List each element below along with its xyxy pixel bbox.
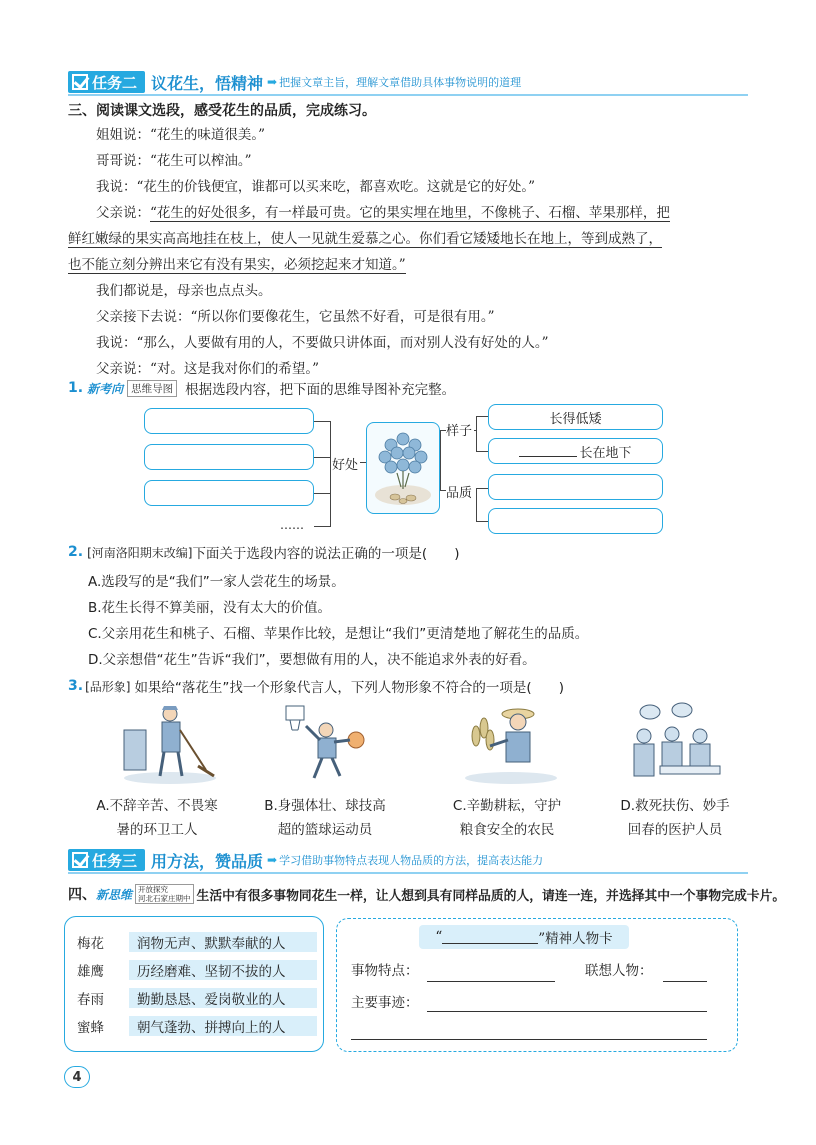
task2-tag-label: 任务二 xyxy=(92,73,138,92)
connector-line xyxy=(476,521,488,522)
page-number: 4 xyxy=(64,1066,90,1088)
answer-box-left-2[interactable] xyxy=(144,444,314,470)
arrow-right-icon: ➡ xyxy=(267,75,278,89)
match-item[interactable]: 雄鹰 xyxy=(77,964,104,980)
match-quality[interactable]: 历经磨难、坚韧不拔的人 xyxy=(129,960,317,980)
peanut-plant-image xyxy=(366,422,440,514)
passage-line: 父亲说：“对。这是我对你们的希望。” xyxy=(96,361,320,377)
mindmap-label-appearance: 样子 xyxy=(446,424,473,439)
quality-box-1[interactable] xyxy=(488,474,663,500)
card-title-text: ”精神人物卡 xyxy=(538,931,613,947)
q2-option-a[interactable]: A.选段写的是“我们”一家人尝花生的场景。 xyxy=(88,574,345,590)
q2-heading xyxy=(68,542,459,562)
appearance-text-2: 长在地下 xyxy=(579,445,632,461)
card-person-label: 联想人物： xyxy=(585,963,653,979)
card-deeds-label: 主要事迹： xyxy=(351,995,419,1011)
underlined-text: 鲜红嫩绿的果实高高地挂在枝上，使人一见就生爱慕之心。你们看它矮矮地长在地上，等到成熟了， xyxy=(68,231,662,247)
arrow-right-icon: ➡ xyxy=(267,853,278,867)
underlined-text: 也不能立刻分辨出来它有没有果实，必须挖起来才知道。” xyxy=(68,257,406,273)
passage-father-line3 xyxy=(68,252,406,278)
caption-line: 回春的医护人员 xyxy=(627,822,723,838)
deeds-blank[interactable] xyxy=(427,1011,707,1012)
connector-line xyxy=(476,451,488,452)
father-prefix: 父亲说： xyxy=(96,205,150,221)
match-quality[interactable]: 勤勤恳恳、爱岗敬业的人 xyxy=(129,988,317,1008)
divider xyxy=(68,94,748,96)
task3-tag-label: 任务三 xyxy=(92,851,138,870)
appearance-box-1 xyxy=(488,404,663,430)
answer-box-left-3[interactable] xyxy=(144,480,314,506)
match-item[interactable]: 蜜蜂 xyxy=(77,1020,104,1036)
card-feature-label: 事物特点： xyxy=(351,963,419,979)
checkbox-icon xyxy=(72,74,88,90)
checkbox-icon xyxy=(72,852,88,868)
match-row xyxy=(73,959,317,981)
task2-title: 议花生，悟精神 xyxy=(151,73,264,93)
new-badge: 新思维 xyxy=(96,887,133,902)
task3-subtitle: 学习借助事物特点表现人物品质的方法，提高表达能力 xyxy=(279,854,544,867)
passage-line: 我说：“花生的价钱便宜，谁都可以买来吃，都喜欢吃。这就是它的好处。” xyxy=(96,179,536,195)
q2-option-d[interactable]: D.父亲想借“花生”告诉“我们”，要想做有用的人，决不能追求外表的好看。 xyxy=(88,652,536,668)
card-title xyxy=(419,925,629,949)
q2-text: 下面关于选段内容的说法正确的一项是( ) xyxy=(192,546,460,562)
mindmap-badge: 思维导图 xyxy=(127,380,177,397)
match-panel xyxy=(64,916,324,1052)
task3-tag xyxy=(68,849,145,871)
caption-line: B.身强体壮、球技高 xyxy=(264,798,386,814)
q3-option-a[interactable] xyxy=(82,794,232,842)
caption-line: C.辛勤耕耘，守护 xyxy=(452,798,562,814)
blank-line[interactable] xyxy=(519,445,577,457)
divider xyxy=(68,872,748,874)
match-row xyxy=(73,931,317,953)
section4-heading xyxy=(68,884,785,904)
connector-line xyxy=(314,457,330,458)
section4-prefix: 四、 xyxy=(68,887,96,903)
section4-badge xyxy=(135,884,194,904)
passage-father-line1 xyxy=(96,200,670,226)
connector-line xyxy=(476,416,488,417)
connector-line xyxy=(314,421,330,422)
passage-line: 哥哥说：“花生可以榨油。” xyxy=(96,153,252,169)
quality-box-2[interactable] xyxy=(488,508,663,534)
caption-line: 暑的环卫工人 xyxy=(116,822,198,838)
mindmap-label-benefit: 好处 xyxy=(332,458,359,473)
q2-number: 2. xyxy=(68,544,84,560)
q2-option-b[interactable]: B.花生长得不算美丽，没有太大的价值。 xyxy=(88,600,332,616)
badge-line: 河北石家庄期中 xyxy=(138,894,191,903)
section4-text: 生活中有很多事物同花生一样，让人想到具有同样品质的人，请连一连，并选择其中一个事物完成卡片。 xyxy=(196,888,786,904)
section3-heading: 三、阅读课文选段，感受花生的品质，完成练习。 xyxy=(68,103,376,119)
passage-line: 我说：“那么，人要做有用的人，不要做只讲体面，而对别人没有好处的人。” xyxy=(96,335,549,351)
task2-subtitle: 把握文章主旨，理解文章借助具体事物说明的道理 xyxy=(279,76,522,89)
mindmap-label-quality: 品质 xyxy=(446,486,473,501)
deeds-blank[interactable] xyxy=(351,1039,707,1040)
q3-option-c[interactable] xyxy=(432,794,582,842)
connector-line xyxy=(330,421,331,527)
connector-line xyxy=(440,430,441,490)
connector-line xyxy=(476,416,477,452)
q3-number: 3. xyxy=(68,678,84,694)
q3-text: 如果给“落花生”找一个形象代言人，下列人物形象不符合的一项是( ) xyxy=(134,680,564,696)
q1-text: 根据选段内容，把下面的思维导图补充完整。 xyxy=(185,382,456,398)
q3-heading xyxy=(68,676,564,696)
match-quality[interactable]: 朝气蓬勃、拼搏向上的人 xyxy=(129,1016,317,1036)
passage-father-line2 xyxy=(68,226,662,252)
caption-line: 粮食安全的农民 xyxy=(459,822,555,838)
caption-line: 超的篮球运动员 xyxy=(277,822,373,838)
connector-line xyxy=(476,488,477,522)
person-blank[interactable] xyxy=(663,981,707,982)
q2-source: [河南洛阳期末改编] xyxy=(87,545,193,560)
connector-line xyxy=(476,488,488,489)
passage-line: 父亲接下去说：“所以你们要像花生，它虽然不好看，可是很有用。” xyxy=(96,309,495,325)
caption-line: A.不辞辛苦、不畏寒 xyxy=(96,798,218,814)
spirit-card xyxy=(336,918,738,1052)
farmer-icon xyxy=(456,700,566,786)
match-row xyxy=(73,987,317,1009)
passage-line: 我们都说是，母亲也点点头。 xyxy=(96,283,272,299)
task3-title: 用方法，赞品质 xyxy=(151,851,264,871)
peanut-plant-icon xyxy=(367,423,439,513)
q2-option-c[interactable]: C.父亲用花生和桃子、石榴、苹果作比较，是想让“我们”更清楚地了解花生的品质。 xyxy=(88,626,589,642)
q1-number: 1. xyxy=(68,380,84,396)
card-title-blank[interactable] xyxy=(442,930,538,944)
basketball-player-icon xyxy=(270,700,380,786)
answer-box-left-1[interactable] xyxy=(144,408,314,434)
underlined-text: “花生的好处很多，有一样最可贵。它的果实埋在地里，不像桃子、石榴、苹果那样，把 xyxy=(150,205,670,221)
task2-tag xyxy=(68,71,145,93)
q3-badge: [品形象] xyxy=(85,679,131,694)
match-item[interactable]: 春雨 xyxy=(77,992,104,1008)
q3-option-b[interactable] xyxy=(250,794,400,842)
mindmap-ellipsis: …… xyxy=(280,518,304,532)
task2-banner xyxy=(68,70,521,94)
caption-line: D.救死扶伤、妙手 xyxy=(620,798,730,814)
q1-heading xyxy=(68,378,455,398)
match-row xyxy=(73,1015,317,1037)
connector-line xyxy=(474,430,476,431)
badge-line: 开放探究 xyxy=(138,885,169,894)
appearance-box-2 xyxy=(488,438,663,464)
connector-line xyxy=(314,526,330,527)
feature-blank[interactable] xyxy=(427,981,555,982)
passage-line: 姐姐说：“花生的味道很美。” xyxy=(96,127,266,143)
appearance-text-1: 长得低矮 xyxy=(549,411,602,427)
match-item[interactable]: 梅花 xyxy=(77,936,104,952)
q3-option-d[interactable] xyxy=(600,794,750,842)
connector-line xyxy=(314,493,330,494)
new-badge: 新考向 xyxy=(87,381,124,396)
quote-open: “ xyxy=(435,929,443,945)
match-quality[interactable]: 润物无声、默默奉献的人 xyxy=(129,932,317,952)
sanitation-worker-icon xyxy=(110,700,220,786)
medical-staff-icon xyxy=(620,700,730,786)
task3-banner xyxy=(68,848,543,872)
